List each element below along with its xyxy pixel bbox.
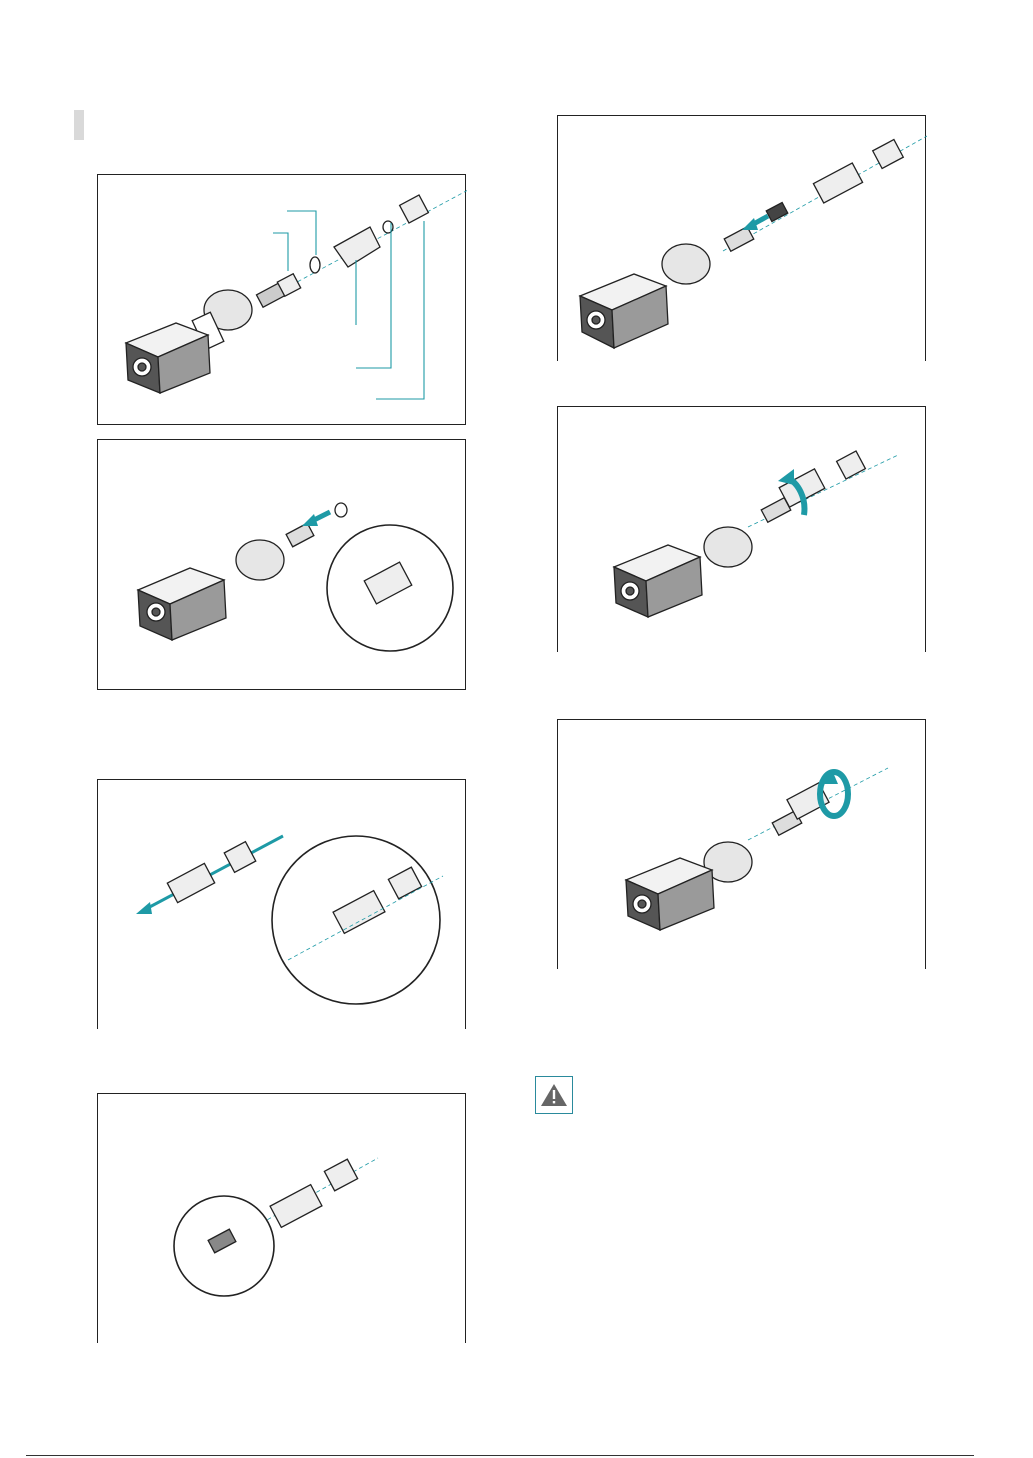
figure-pull-cable-through xyxy=(97,779,466,1029)
figure-exploded-view xyxy=(97,174,466,425)
rj45-connector-icon xyxy=(98,1094,467,1344)
camera-insert-ring-icon xyxy=(98,440,467,691)
warning-box xyxy=(535,1076,573,1114)
camera-cable-exploded-icon xyxy=(98,175,467,426)
section-marker xyxy=(74,110,84,140)
figure-tighten-cap xyxy=(557,719,926,969)
camera-connect-rj45-icon xyxy=(558,116,927,362)
warning-triangle-icon xyxy=(536,1077,572,1113)
figure-insert-ring xyxy=(97,439,466,690)
figure-rotate-housing xyxy=(557,406,926,652)
footer-rule xyxy=(26,1455,974,1456)
cable-pull-through-icon xyxy=(98,780,467,1030)
camera-rotate-housing-icon xyxy=(558,407,927,653)
figure-crimp-rj45 xyxy=(97,1093,466,1343)
figure-connect-rj45 xyxy=(557,115,926,361)
camera-tighten-cap-icon xyxy=(558,720,927,970)
